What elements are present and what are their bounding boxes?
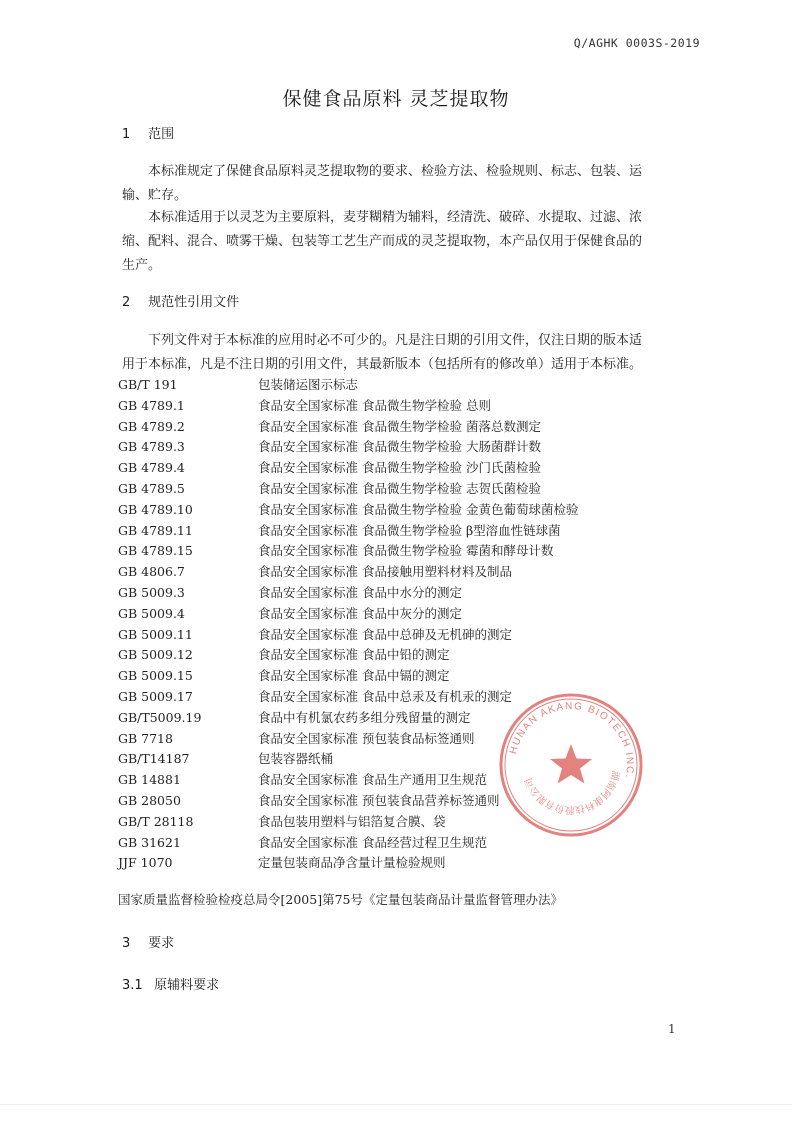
reference-row — [118, 458, 698, 479]
reference-title: 包装储运图示标志 — [258, 377, 359, 392]
scope-paragraph-1 — [122, 160, 678, 208]
reference-row — [118, 521, 698, 542]
paragraph-line: 缩、配料、混合、喷雾干燥、包装等工艺生产而成的灵芝提取物，本产品仅用于保健食品的 — [122, 234, 643, 249]
reference-row — [118, 604, 698, 625]
company-seal — [496, 690, 646, 840]
section-title: 规范性引用文件 — [148, 295, 240, 310]
section-title: 要求 — [148, 936, 175, 951]
paragraph-line: 用于本标准，凡是不注日期的引用文件，其最新版本（包括所有的修改单）适用于本标准。 — [122, 357, 643, 372]
scope-paragraph-2 — [122, 206, 678, 278]
reference-code: JJF 1070 — [118, 855, 173, 871]
reference-code: GB 5009.15 — [118, 668, 193, 684]
paragraph-line: 本标准适用于以灵芝为主要原料，麦芽糊精为辅料，经清洗、破碎、水提取、过滤、浓 — [148, 210, 643, 225]
paragraph-line: 生产。 — [122, 258, 162, 273]
section-number: 2 — [122, 295, 131, 310]
reference-code: GB 5009.12 — [118, 647, 193, 663]
reference-row — [118, 666, 698, 687]
document-code: Q/AGHK 0003S-2019 — [573, 36, 700, 50]
reference-code: GB 4789.15 — [118, 543, 193, 559]
reference-title: 食品安全国家标准 食品中水分的测定 — [258, 584, 462, 600]
reference-row — [118, 625, 698, 646]
section-1-heading — [122, 123, 174, 142]
seal-text-en: HUNAN AKANG BIOTECH INC. — [508, 700, 636, 781]
reference-code: GB 5009.4 — [118, 605, 185, 621]
reference-title: 食品安全国家标准 食品中灰分的测定 — [258, 605, 462, 621]
seal-text-cn: 湖南阿康科技股份有限公司 — [523, 769, 621, 816]
reference-code: GB/T 191 — [118, 377, 178, 392]
paragraph-line: 下列文件对于本标准的应用时必不可少的。凡是注日期的引用文件，仅注日期的版本适 — [148, 333, 643, 348]
reference-title: 定量包装商品净含量计量检验规则 — [258, 855, 446, 871]
reference-code: GB 4789.4 — [118, 460, 185, 476]
reference-row — [118, 375, 698, 396]
reference-row — [118, 500, 698, 521]
reference-title: 食品安全国家标准 食品微生物学检验 β型溶血性链球菌 — [258, 522, 561, 538]
reference-code: GB 4789.2 — [118, 418, 185, 434]
section-3-heading — [122, 932, 174, 951]
reference-row — [118, 541, 698, 562]
reference-code: GB/T14187 — [118, 751, 190, 767]
references-intro — [122, 329, 678, 377]
reference-code: GB 14881 — [118, 772, 181, 788]
seal-star-icon — [550, 744, 592, 784]
reference-title: 食品中有机氯农药多组分残留量的测定 — [258, 709, 471, 725]
reference-code: GB 31621 — [118, 834, 181, 850]
paragraph-line: 本标准规定了保健食品原料灵芝提取物的要求、检验方法、检验规则、标志、包装、运 — [148, 164, 643, 179]
reference-code: GB 5009.11 — [118, 626, 193, 642]
reference-title: 食品安全国家标准 食品生产通用卫生规范 — [258, 772, 487, 788]
reference-title: 食品安全国家标准 预包装食品标签通则 — [258, 730, 475, 746]
section-number: 3 — [122, 936, 131, 951]
page-title: 保健食品原料 灵芝提取物 — [282, 88, 510, 110]
reference-code: GB 4789.1 — [118, 397, 185, 413]
reference-title: 食品安全国家标准 食品微生物学检验 金黄色葡萄球菌检验 — [258, 501, 579, 517]
reference-title: 食品安全国家标准 食品中总砷及无机砷的测定 — [258, 626, 512, 642]
decree-reference: 国家质量监督检验检疫总局令[2005]第75号《定量包装商品计量监督管理办法》 — [118, 892, 563, 907]
reference-title: 食品安全国家标准 食品微生物学检验 志贺氏菌检验 — [258, 480, 541, 496]
reference-title: 食品安全国家标准 食品经营过程卫生规范 — [258, 834, 487, 850]
reference-code: GB/T5009.19 — [118, 709, 202, 725]
paragraph-line: 输、贮存。 — [122, 188, 188, 203]
reference-code: GB 5009.3 — [118, 584, 185, 600]
reference-row — [118, 437, 698, 458]
page-number: 1 — [668, 1022, 676, 1036]
reference-row — [118, 562, 698, 583]
reference-code: GB 4789.11 — [118, 522, 193, 538]
reference-row — [118, 645, 698, 666]
reference-title: 食品安全国家标准 食品微生物学检验 菌落总数测定 — [258, 418, 541, 434]
reference-code: GB 28050 — [118, 792, 181, 808]
reference-title: 食品安全国家标准 食品中铅的测定 — [258, 647, 450, 663]
reference-row — [118, 853, 698, 874]
reference-title: 食品安全国家标准 食品接触用塑料材料及制品 — [258, 564, 512, 580]
reference-code: GB 4789.10 — [118, 501, 193, 517]
section-3-1-heading — [122, 974, 219, 993]
reference-code: GB 4806.7 — [118, 564, 185, 580]
reference-title: 食品包装用塑料与铝箔复合膜、袋 — [258, 813, 446, 829]
section-number: 1 — [122, 127, 131, 142]
reference-row — [118, 583, 698, 604]
reference-title: 食品安全国家标准 食品微生物学检验 沙门氏菌检验 — [258, 460, 541, 476]
reference-row — [118, 479, 698, 500]
section-2-heading — [122, 291, 239, 310]
section-title: 范围 — [148, 127, 175, 142]
reference-title: 食品安全国家标准 食品中总汞及有机汞的测定 — [258, 688, 512, 704]
reference-code: GB 5009.17 — [118, 688, 193, 704]
reference-title: 食品安全国家标准 食品微生物学检验 总则 — [258, 397, 491, 413]
reference-row — [118, 417, 698, 438]
reference-title: 食品安全国家标准 预包装食品营养标签通则 — [258, 792, 500, 808]
reference-code: GB/T 28118 — [118, 813, 194, 829]
reference-title: 食品安全国家标准 食品微生物学检验 大肠菌群计数 — [258, 439, 541, 455]
reference-code: GB 4789.5 — [118, 480, 185, 496]
reference-title: 包装容器纸桶 — [258, 751, 334, 767]
section-number: 3.1 — [122, 978, 143, 993]
reference-title: 食品安全国家标准 食品微生物学检验 霉菌和酵母计数 — [258, 543, 554, 559]
reference-code: GB 7718 — [118, 730, 173, 746]
reference-title: 食品安全国家标准 食品中镉的测定 — [258, 668, 450, 684]
section-title: 原辅料要求 — [154, 978, 220, 993]
page-edge-divider — [0, 1104, 792, 1105]
reference-code: GB 4789.3 — [118, 439, 185, 455]
reference-row — [118, 396, 698, 417]
